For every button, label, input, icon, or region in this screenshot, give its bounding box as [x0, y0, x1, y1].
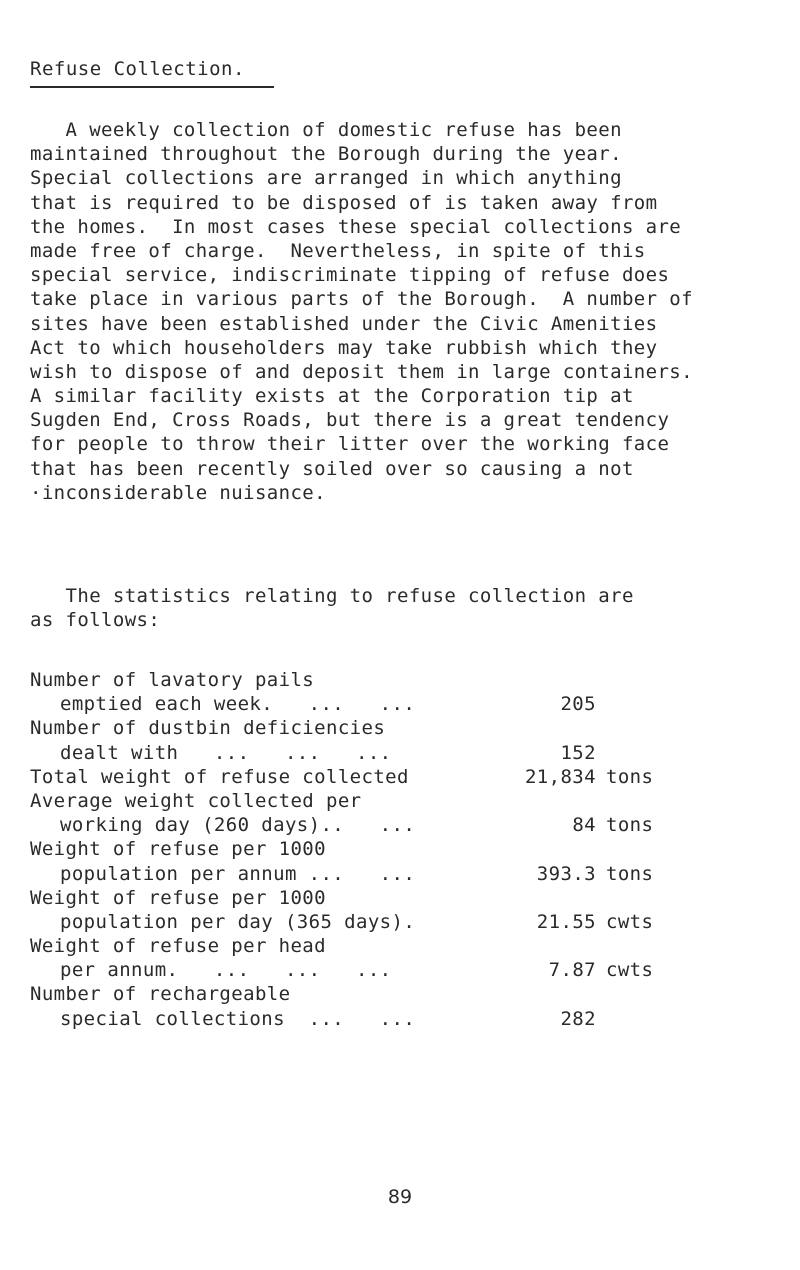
- stat-label: Number of rechargeable: [30, 983, 291, 1006]
- page-number: 89: [387, 1186, 413, 1208]
- stat-value: 7.87: [548, 959, 596, 982]
- stat-label: population per day (365 days).: [60, 910, 416, 933]
- stat-label: emptied each week. ... ...: [60, 693, 416, 716]
- paragraph-line: maintained throughout the Borough during the year.: [30, 143, 622, 166]
- stat-label: Average weight collected per: [30, 789, 362, 812]
- stat-value: 205: [560, 693, 596, 716]
- paragraph-line: Sugden End, Cross Roads, but there is a great tendency: [30, 409, 670, 432]
- stat-label-row: [30, 716, 770, 740]
- paragraph-line: as follows:: [30, 609, 161, 632]
- stat-value-row: [30, 958, 770, 982]
- stat-label: population per annum ... ...: [60, 862, 416, 885]
- stat-label-row: [30, 789, 770, 813]
- stat-value: 282: [560, 1007, 596, 1030]
- stat-label: Weight of refuse per 1000: [30, 886, 326, 909]
- stat-unit: cwts: [606, 910, 654, 933]
- paragraph-line: Act to which householders may take rubbish which they: [30, 336, 658, 359]
- stat-label-row: [30, 668, 770, 692]
- stat-value-row: [30, 813, 770, 837]
- stat-label: working day (260 days).. ...: [60, 814, 416, 837]
- stat-value: 393.3: [536, 862, 596, 885]
- stat-value: 21,834: [524, 765, 596, 788]
- paragraph-line: that is required to be disposed of is taken away from: [30, 191, 658, 214]
- paragraph-line: A weekly collection of domestic refuse has been: [30, 119, 622, 141]
- paragraph-line: take place in various parts of the Borough. A number of: [30, 288, 693, 311]
- paragraph-line: that has been recently soiled over so causing a not: [30, 457, 634, 480]
- stat-value-row: [30, 741, 770, 765]
- paragraph-line: the homes. In most cases these special collections are: [30, 215, 682, 238]
- title-underline: [30, 86, 274, 88]
- stat-label: Number of dustbin deficiencies: [30, 717, 386, 740]
- stat-label: Weight of refuse per head: [30, 935, 326, 958]
- paragraph-line: ·inconsiderable nuisance.: [30, 481, 326, 504]
- stat-value: 152: [560, 741, 596, 764]
- stat-label: special collections ... ...: [60, 1007, 416, 1030]
- stat-label-row: [30, 934, 770, 958]
- paragraph-line: made free of charge. Nevertheless, in spite of this: [30, 239, 646, 262]
- paragraph-line: sites have been established under the Civic Amenities: [30, 312, 658, 335]
- paragraph-line: A similar facility exists at the Corporation tip at: [30, 385, 634, 408]
- stat-value-row: [30, 862, 770, 886]
- stat-label-row: [30, 886, 770, 910]
- stat-unit: tons: [606, 765, 654, 788]
- stat-value-row: [30, 692, 770, 716]
- paragraph-line: wish to dispose of and deposit them in large containers.: [30, 360, 693, 383]
- paragraph-statistics-intro: [30, 584, 800, 632]
- paragraph-line: The statistics relating to refuse collection are: [30, 585, 634, 607]
- stat-label: Number of lavatory pails: [30, 669, 315, 691]
- paragraph-line: for people to throw their litter over the working face: [30, 433, 670, 456]
- stat-unit: tons: [606, 862, 654, 885]
- stat-label: Weight of refuse per 1000: [30, 838, 326, 861]
- stat-unit: tons: [606, 814, 654, 837]
- paragraph-line: Special collections are arranged in which anything: [30, 167, 622, 190]
- stat-label-row: [30, 982, 770, 1006]
- stat-value: 21.55: [536, 910, 596, 933]
- page-title: Refuse Collection.: [30, 58, 245, 80]
- paragraph-intro: [30, 118, 800, 505]
- statistics-table: [30, 668, 770, 1031]
- stat-unit: cwts: [606, 959, 654, 982]
- stat-value-row: [30, 910, 770, 934]
- paragraph-line: special service, indiscriminate tipping of refuse does: [30, 264, 670, 287]
- stat-label: per annum. ... ... ...: [60, 959, 392, 982]
- stat-label: Total weight of refuse collected: [30, 765, 409, 788]
- stat-label: dealt with ... ... ...: [60, 741, 392, 764]
- stat-value-row: [30, 765, 770, 789]
- stat-value-row: [30, 1007, 770, 1031]
- stat-value: 84: [572, 814, 596, 837]
- stat-label-row: [30, 837, 770, 861]
